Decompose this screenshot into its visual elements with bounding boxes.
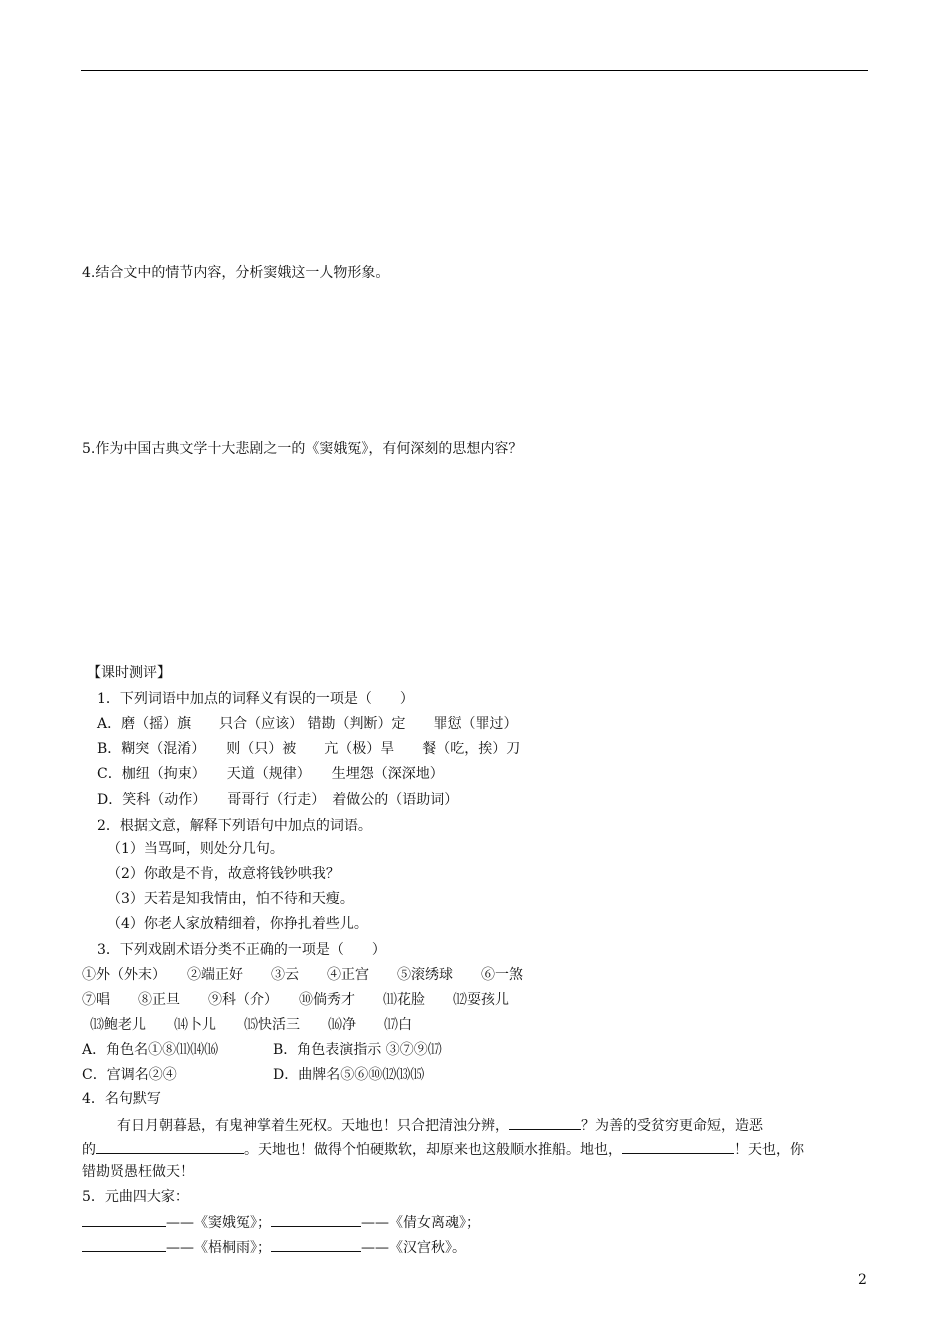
q5-row-2 [82,1235,466,1259]
answer-blank[interactable] [96,1137,244,1154]
q5-work: ——《梧桐雨》； [166,1240,271,1256]
q5-work: ——《窦娥冤》； [166,1215,271,1231]
q4-passage-line-1 [117,1113,763,1137]
q5-stem: 5．元曲四大家： [82,1189,189,1205]
q4-text-segment: 的 [82,1142,96,1158]
q4-text-segment: 。天地也！做得个怕硬欺软，却原来也这般顺水推船。地也， [244,1142,622,1158]
q4-text-segment: ！天也，你 [734,1142,804,1158]
mc1-stem: 1．下列词语中加点的词释义有误的一项是（ ） [97,691,414,707]
q2-item-4: （4）你老人家放精细着，你挣扎着些儿。 [107,916,368,932]
q2-stem: 2．根据文意，解释下列语句中加点的词语。 [97,818,372,834]
answer-blank[interactable] [82,1210,166,1227]
answer-blank[interactable] [622,1137,734,1154]
q5-work: ——《汉宫秋》。 [361,1240,466,1256]
mc1-option-c: C．枷纽（拘束） 天道（规律） 生埋怨（深深地） [97,766,444,782]
q5-work: ——《倩女离魂》； [361,1215,480,1231]
q3-terms-row-2: ⑦唱 ⑧正旦 ⑨科（介） ⑩倘秀才 ⑾花脸 ⑿耍孩儿 [82,992,509,1008]
mc1-option-a: A．磨（摇）旗 只合（应该） 错勘（判断）定 罪愆（罪过） [97,716,518,732]
q3-terms-row-1: ①外（外末） ②端正好 ③云 ④正宫 ⑤滚绣球 ⑥一煞 [82,967,523,983]
q4-text-segment: 有日月朝暮悬，有鬼神掌着生死权。天地也！只合把清浊分辨， [117,1118,509,1134]
q2-item-1: （1）当骂呵，则处分几句。 [107,841,284,857]
q5-row-1 [82,1210,480,1234]
q4-text-segment: ？为善的受贫穷更命短，造恶 [581,1118,763,1134]
q4-passage-line-3: 错勘贤愚枉做天！ [82,1164,194,1180]
question-5-theme: 5.作为中国古典文学十大悲剧之一的《窦娥冤》，有何深刻的思想内容？ [82,441,523,457]
page-number: 2 [858,1272,867,1288]
answer-blank[interactable] [509,1113,581,1130]
question-4-analysis: 4.结合文中的情节内容，分析窦娥这一人物形象。 [82,265,390,281]
q2-item-3: （3）天若是知我情由，怕不待和天瘦。 [107,891,354,907]
section-title: 【课时测评】 [87,665,171,681]
answer-blank[interactable] [271,1235,361,1252]
mc1-option-b: B．糊突（混淆） 则（只）被 亢（极）旱 餐（吃，挨）刀 [97,741,521,757]
q2-item-2: （2）你敢是不肯，故意将钱钞哄我？ [107,866,340,882]
q3-option-c: C．宫调名②④ [82,1067,177,1083]
q4-stem: 4．名句默写 [82,1091,161,1107]
q3-terms-row-3: ⒀鲍老儿 ⒁卜儿 ⒂快活三 ⒃净 ⒄白 [90,1017,412,1033]
q3-stem: 3．下列戏剧术语分类不正确的一项是（ ） [97,942,386,958]
header-rule [81,70,868,71]
answer-blank[interactable] [82,1235,166,1252]
q4-passage-line-2 [82,1137,804,1161]
answer-blank[interactable] [271,1210,361,1227]
q3-option-d: D．曲牌名⑤⑥⑩⑿⒀⒂ [273,1067,425,1083]
mc1-option-d: D．笑科（动作） 哥哥行（行走） 着做公的（语助词） [97,792,459,808]
q3-option-a: A．角色名①⑧⑾⒁⒃ [82,1042,219,1058]
q3-option-b: B．角色表演指示 ③⑦⑨⒄ [273,1042,442,1058]
